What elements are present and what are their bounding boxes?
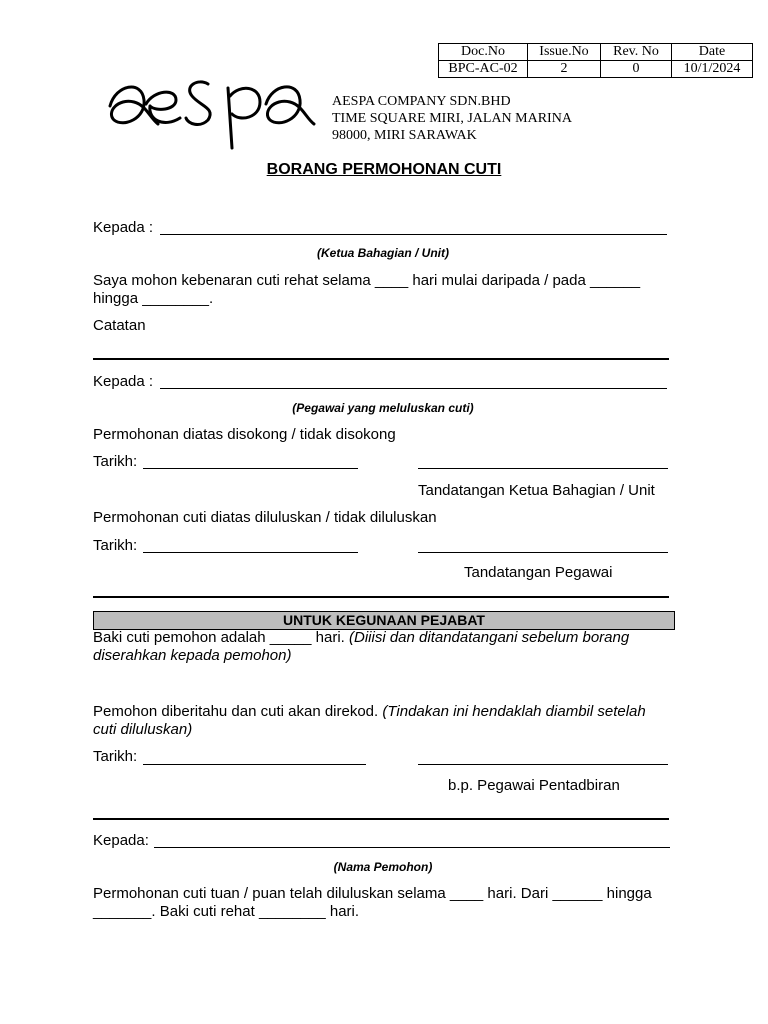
request-line-2: hingga ________. — [93, 290, 214, 307]
company-address-line2: 98000, MIRI SARAWAK — [332, 128, 477, 143]
reply-line-1: Permohonan cuti tuan / puan telah diluluskan selama ____ hari. Dari ______ hingga — [93, 885, 652, 902]
tarikh-3-field[interactable] — [143, 764, 366, 765]
support-text: Permohonan diatas disokong / tidak disokong — [93, 426, 396, 443]
date-header: Date — [672, 44, 753, 61]
signature-2-label: Tandatangan Pegawai — [464, 564, 613, 581]
reply-line-2: _______. Baki cuti rehat ________ hari. — [93, 903, 360, 920]
tarikh-1-label: Tarikh: — [93, 453, 138, 470]
issue-no-header: Issue.No — [528, 44, 601, 61]
reply-kepada-label: Kepada: — [93, 832, 149, 849]
doc-no-header: Doc.No — [439, 44, 528, 61]
section-divider-1 — [93, 596, 669, 598]
rev-no-value: 0 — [601, 61, 672, 78]
company-address-line1: TIME SQUARE MIRI, JALAN MARINA — [332, 111, 572, 126]
balance-text: Baki cuti pemohon adalah _____ hari. — [93, 629, 345, 646]
balance-block — [93, 629, 673, 665]
reply-kepada-note: (Nama Pemohon) — [333, 860, 433, 874]
notify-note-1: (Tindakan ini hendaklah diambil setelah — [382, 703, 646, 720]
date-value: 10/1/2024 — [672, 61, 753, 78]
catatan-label: Catatan — [93, 317, 146, 334]
issue-no-value: 2 — [528, 61, 601, 78]
office-use-header: UNTUK KEGUNAAN PEJABAT — [93, 611, 675, 630]
tarikh-2-label: Tarikh: — [93, 537, 138, 554]
doc-no-value: BPC-AC-02 — [439, 61, 528, 78]
signature-3-label: b.p. Pegawai Pentadbiran — [448, 777, 620, 794]
company-info — [332, 93, 572, 144]
notify-text: Pemohon diberitahu dan cuti akan direkod. — [93, 703, 379, 720]
form-title: BORANG PERMOHONAN CUTI — [266, 161, 502, 178]
balance-note-1: (Diiisi dan ditandatangani sebelum borang — [349, 629, 630, 646]
doc-table-value-row — [439, 61, 753, 78]
kepada-2-note: (Pegawai yang meluluskan cuti) — [292, 401, 474, 415]
document-info-table — [438, 43, 753, 78]
aespa-logo — [104, 62, 319, 152]
signature-2-field[interactable] — [418, 552, 668, 553]
reply-kepada-field[interactable] — [154, 847, 670, 848]
company-name: AESPA COMPANY SDN.BHD — [332, 94, 511, 109]
request-line-1: Saya mohon kebenaran cuti rehat selama ____ hari mulai daripada / pada ______ — [93, 272, 641, 289]
kepada-1-label: Kepada : — [93, 219, 154, 236]
approval-text: Permohonan cuti diatas diluluskan / tidak diluluskan — [93, 509, 437, 526]
notify-note-2: cuti diluluskan) — [93, 721, 193, 738]
balance-note-2: diserahkan kepada pemohon) — [93, 647, 292, 664]
doc-table-header-row — [439, 44, 753, 61]
tarikh-2-field[interactable] — [143, 552, 358, 553]
rev-no-header: Rev. No — [601, 44, 672, 61]
kepada-1-field[interactable] — [160, 234, 667, 235]
tarikh-1-field[interactable] — [143, 468, 358, 469]
signature-3-field[interactable] — [418, 764, 668, 765]
notify-block — [93, 703, 673, 739]
signature-1-label: Tandatangan Ketua Bahagian / Unit — [418, 482, 655, 499]
kepada-2-label: Kepada : — [93, 373, 154, 390]
signature-1-field[interactable] — [418, 468, 668, 469]
kepada-1-note: (Ketua Bahagian / Unit) — [316, 246, 449, 260]
catatan-field[interactable] — [93, 358, 669, 360]
section-divider-2 — [93, 818, 669, 820]
tarikh-3-label: Tarikh: — [93, 748, 138, 765]
kepada-2-field[interactable] — [160, 388, 667, 389]
